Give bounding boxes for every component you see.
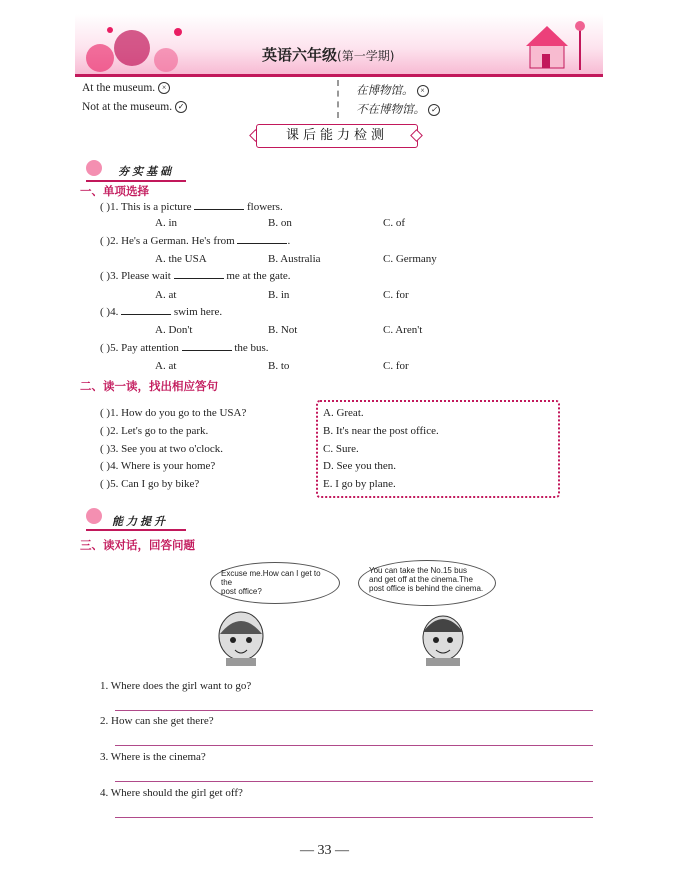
answer-line[interactable] <box>115 817 593 818</box>
answer-line[interactable] <box>115 710 593 711</box>
note-left-2 <box>82 101 187 113</box>
match-question-3: ( )3. See you at two o'clock. <box>100 443 223 455</box>
subsection-underline <box>86 529 186 531</box>
subsection-title: 能力提升 <box>112 515 168 528</box>
match-question-1: ( )1. How do you go to the USA? <box>100 407 247 419</box>
note-right-2 <box>356 101 440 117</box>
option-a: A. Don't <box>155 324 193 336</box>
house-decoration-icon <box>500 18 600 74</box>
option-c: C. of <box>383 217 405 229</box>
book-title: 英语六年级 <box>262 46 338 64</box>
question-text: Please wait <box>121 270 171 282</box>
bubble-line: Excuse me.How can I get to the <box>221 569 321 587</box>
note-text: 在博物馆。 <box>356 85 414 97</box>
question-number: ( )1. <box>100 201 119 213</box>
option-b: B. Not <box>268 324 298 336</box>
question-text: the bus. <box>234 342 269 354</box>
cross-icon: × <box>158 82 170 94</box>
mc-question-3 <box>100 270 291 282</box>
reading-question-2: 2. How can she get there? <box>100 715 214 727</box>
boy-illustration-icon <box>410 606 480 666</box>
question-number: ( )5. <box>100 342 119 354</box>
answer-blank[interactable] <box>121 313 171 315</box>
boy-speech-bubble <box>358 560 496 606</box>
match-question-2: ( )2. Let's go to the park. <box>100 425 209 437</box>
mc-question-5 <box>100 342 269 354</box>
option-c: C. for <box>383 289 409 301</box>
cross-icon: × <box>417 85 429 97</box>
reading-question-1: 1. Where does the girl want to go? <box>100 680 252 692</box>
reading-question-4: 4. Where should the girl get off? <box>100 787 243 799</box>
answer-line[interactable] <box>115 781 593 782</box>
match-answer-c: C. Sure. <box>323 443 359 455</box>
flower-decoration-icon <box>80 20 190 74</box>
option-c: C. for <box>383 360 409 372</box>
question-number: ( )4. <box>100 306 119 318</box>
girl-illustration-icon <box>208 606 278 666</box>
option-c: C. Germany <box>383 253 437 265</box>
reading-question-3: 3. Where is the cinema? <box>100 751 206 763</box>
note-text: 不在博物馆。 <box>356 104 425 116</box>
subsection-underline <box>86 180 186 182</box>
note-text: At the museum. <box>82 82 156 94</box>
answer-blank[interactable] <box>237 242 287 244</box>
option-b: B. to <box>268 360 290 372</box>
option-a: A. at <box>155 289 177 301</box>
mc-question-4 <box>100 306 222 318</box>
question-text: Pay attention <box>121 342 179 354</box>
leaf-icon <box>86 508 102 524</box>
question-text: This is a picture <box>120 201 192 213</box>
mc-question-1 <box>100 201 283 213</box>
note-text: Not at the museum. <box>82 101 173 113</box>
subsection-title: 夯实基础 <box>118 165 174 178</box>
match-question-4: ( )4. Where is your home? <box>100 460 216 472</box>
column-divider <box>337 80 339 118</box>
bubble-line: post office? <box>221 587 262 596</box>
match-answer-a: A. Great. <box>323 407 364 419</box>
part3-heading: 三、读对话，回答问题 <box>80 538 195 552</box>
option-b: B. in <box>268 289 290 301</box>
match-answer-b: B. It's near the post office. <box>323 425 439 437</box>
header-rule <box>75 74 603 77</box>
header-title <box>262 44 394 65</box>
section-banner: 课后能力检测 <box>256 124 418 148</box>
leaf-icon <box>86 160 102 176</box>
match-answer-e: E. I go by plane. <box>323 478 396 490</box>
part2-heading: 二、读一读，找出相应答句 <box>80 379 218 393</box>
girl-speech-bubble <box>210 562 340 604</box>
mc-question-2 <box>100 235 290 247</box>
part1-heading: 一、单项选择 <box>80 184 149 198</box>
option-a: A. the USA <box>155 253 207 265</box>
question-text: swim here. <box>173 306 223 318</box>
question-text: me at the gate. <box>226 270 291 282</box>
bubble-line: You can take the No.15 bus <box>369 566 467 575</box>
option-b: B. Australia <box>268 253 321 265</box>
question-text: flowers. <box>246 201 283 213</box>
question-number: ( )2. <box>100 235 119 247</box>
bubble-line: and get off at the cinema.The <box>369 575 473 584</box>
check-icon: ✓ <box>175 101 187 113</box>
answer-line[interactable] <box>115 745 593 746</box>
option-a: A. at <box>155 360 177 372</box>
option-a: A. in <box>155 217 177 229</box>
match-answer-d: D. See you then. <box>323 460 397 472</box>
question-text: He's a German. He's from <box>121 235 235 247</box>
question-number: ( )3. <box>100 270 119 282</box>
option-b: B. on <box>268 217 292 229</box>
note-right-1 <box>356 82 429 98</box>
question-text: . <box>287 235 291 247</box>
page-number: — 33 — <box>300 843 349 858</box>
note-left-1 <box>82 82 170 94</box>
answer-blank[interactable] <box>174 277 224 279</box>
match-question-5: ( )5. Can I go by bike? <box>100 478 200 490</box>
answer-blank[interactable] <box>182 349 232 351</box>
answer-blank[interactable] <box>194 208 244 210</box>
option-c: C. Aren't <box>383 324 423 336</box>
bubble-line: post office is behind the cinema. <box>369 584 484 593</box>
check-icon: ✓ <box>428 104 440 116</box>
term-label: (第一学期) <box>337 49 395 63</box>
